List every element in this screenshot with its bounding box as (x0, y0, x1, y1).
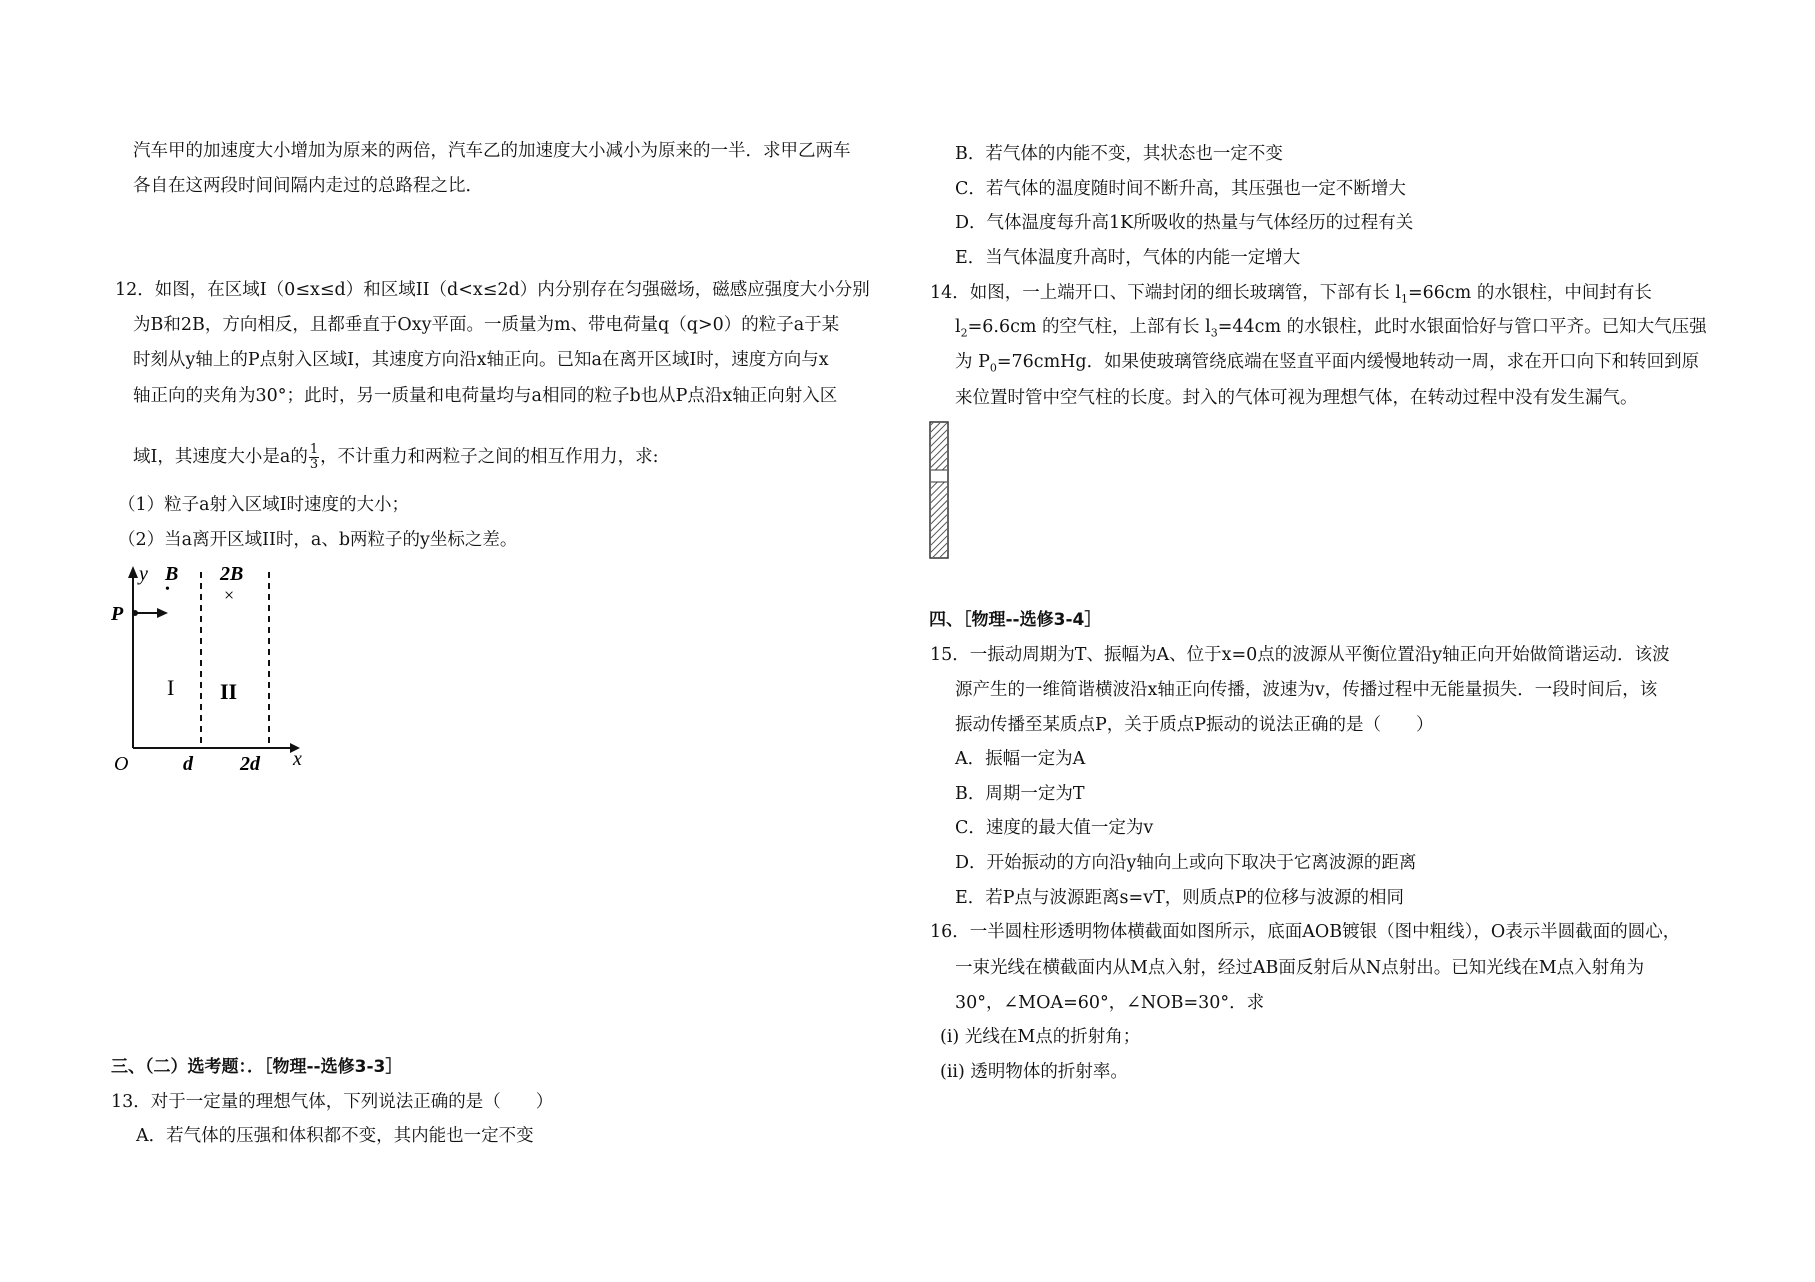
d-label: d (183, 753, 193, 775)
q15-line-2: 源产生的一维简谐横波沿x轴正向传播，波速为v，传播过程中无能量损失．一段时间后，该 (955, 680, 1658, 700)
glass-tube-diagram (928, 420, 954, 560)
q16-sub-1: (i) 光线在M点的折射角； (940, 1027, 1141, 1047)
q12-line-5 (133, 443, 659, 472)
q13-stem: 13．对于一定量的理想气体，下列说法正确的是（ ） (111, 1092, 554, 1112)
q11-line-1: 汽车甲的加速度大小增加为原来的两倍，汽车乙的加速度大小减小为原来的一半．求甲乙两车 (133, 141, 851, 161)
q12-line-5-after: ，不计重力和两粒子之间的相互作用力，求: (320, 447, 659, 467)
q14-line-2: $l_2=6.6cm$ 的空气柱，上部有长 $l_3=44cm$ 的水银柱，此时水银面恰好与管口平齐。已知大气压强 (955, 317, 1707, 340)
region-1-label: I (167, 675, 175, 700)
q14-line-4: 来位置时管中空气柱的长度。封入的气体可视为理想气体，在转动过程中没有发生漏气。 (955, 388, 1638, 408)
q16-line-1: 16．一半圆柱形透明物体横截面如图所示，底面AOB镀银（图中粗线），O表示半圆截面的圆心， (930, 922, 1681, 942)
q16-sub-2: (ii) 透明物体的折射率。 (940, 1062, 1128, 1082)
q12-sub-2: （2）当a离开区域II时，a、b两粒子的y坐标之差。 (118, 530, 518, 550)
q14-line-1: 14．如图，一上端开口、下端封闭的细长玻璃管，下部有长 $l_1=66cm$ 的水银柱，中间封有长 (930, 283, 1652, 306)
field-2b-label: 2B (220, 563, 244, 585)
q16-line-3: 30°，∠MOA=60°，∠NOB=30°．求 (955, 993, 1265, 1013)
x-axis-label: x (293, 748, 302, 770)
q12-line-3: 时刻从y轴上的P点射入区域I，其速度方向沿x轴正向。已知a在离开区域I时，速度方向与x (133, 350, 829, 370)
q12-line-1: 12．如图，在区域I（0≤x≤d）和区域II（d<x≤2d）内分别存在匀强磁场，磁感应强度大小分别 (115, 280, 870, 300)
q15-option-d: D．开始振动的方向沿y轴向上或向下取决于它离波源的距离 (955, 853, 1417, 873)
q11-line-2: 各自在这两段时间间隔内走过的总路程之比． (133, 176, 483, 196)
region-2-label: II (220, 679, 238, 704)
q12-line-4: 轴正向的夹角为30°；此时，另一质量和电荷量均与a相同的粒子b也从P点沿x轴正向射入区 (133, 386, 838, 406)
q13-option-b: B．若气体的内能不变，其状态也一定不变 (955, 144, 1283, 164)
field-into-page-icon: × (224, 585, 235, 605)
q15-option-b: B．周期一定为T (955, 784, 1085, 804)
origin-label: O (114, 753, 129, 775)
field-b-label: B (165, 563, 179, 585)
section-3-heading: 三、（二）选考题：．［物理--选修3-3］ (111, 1057, 403, 1077)
q13-option-a: A．若气体的压强和体积都不变，其内能也一定不变 (136, 1126, 534, 1146)
q14-line-3: 为 $P_0=76cmHg$．如果使玻璃管绕底端在竖直平面内缓慢地转动一周，求在开口向下和转回到原 (955, 352, 1700, 375)
q15-line-1: 15．一振动周期为T、振幅为A、位于x=0点的波源从平衡位置沿y轴正向开始做简谐运动．该波 (930, 645, 1670, 665)
q16-line-2: 一束光线在横截面内从M点入射，经过AB面反射后从N点射出。已知光线在M点入射角为 (955, 958, 1645, 978)
q15-line-3: 振动传播至某质点P，关于质点P振动的说法正确的是（ ） (955, 715, 1434, 735)
q12-line-5-before: 域I，其速度大小是a的 (133, 447, 308, 467)
q13-option-e: E．当气体温度升高时，气体的内能一定增大 (955, 248, 1301, 268)
y-axis-label: y (139, 563, 148, 585)
point-p-label: P (111, 603, 124, 625)
fraction-one-third: $\frac{1}{3}$ (309, 442, 319, 472)
q13-option-c: C．若气体的温度随时间不断升高，其压强也一定不断增大 (955, 179, 1406, 199)
q15-option-c: C．速度的最大值一定为v (955, 818, 1154, 838)
section-4-heading: 四、［物理--选修3-4］ (929, 610, 1102, 630)
q15-option-e: E．若P点与波源距离s=vT，则质点P的位移与波源的相同 (955, 888, 1405, 908)
q12-line-2: 为B和2B，方向相反，且都垂直于Oxy平面。一质量为m、带电荷量q（q>0）的粒子a于某 (133, 315, 840, 335)
field-out-of-page-icon: • (165, 582, 170, 597)
q13-option-d: D．气体温度每升高1K所吸收的热量与气体经历的过程有关 (955, 213, 1414, 233)
magnetic-field-diagram (108, 558, 308, 780)
q12-sub-1: （1）粒子a射入区域I时速度的大小； (118, 495, 409, 515)
q15-option-a: A．振幅一定为A (955, 749, 1086, 769)
2d-label: 2d (240, 753, 260, 775)
